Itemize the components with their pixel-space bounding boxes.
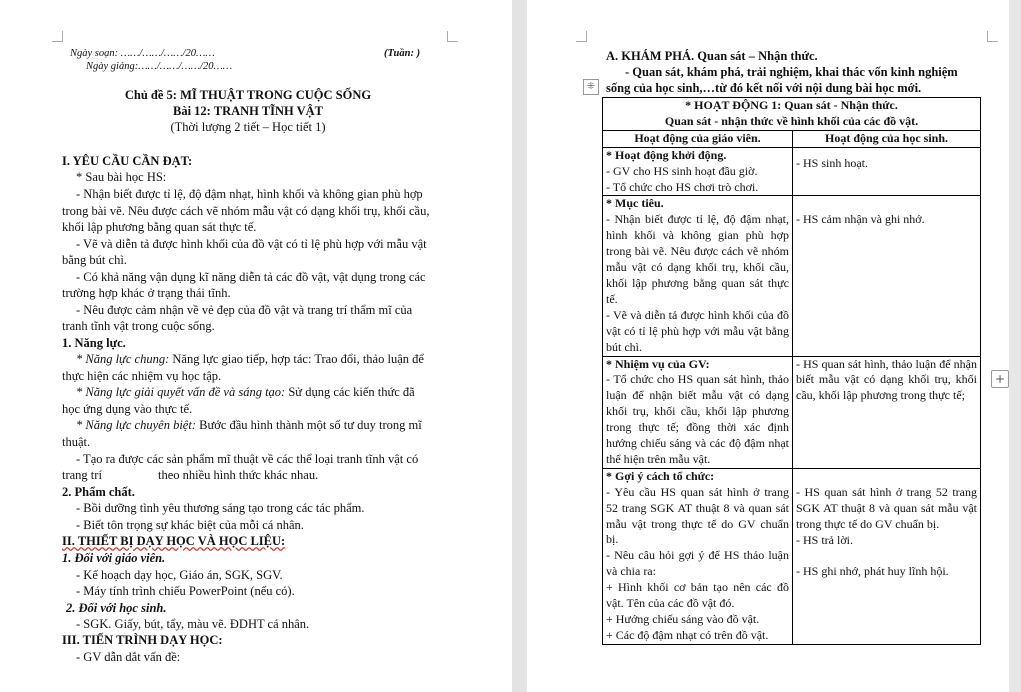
table-cell [793, 196, 981, 356]
cell-text: - HS ghi nhớ, phát huy lĩnh hội. [796, 564, 949, 579]
cell-text: - Tổ chức cho HS chơi trò chơi. [606, 179, 759, 194]
paragraph: theo nhiều hình thức khác nhau. [158, 468, 319, 482]
text: Sử dụng các kiến thức đã [285, 385, 415, 399]
title-duration: (Thời lượng 2 tiết – Học tiết 1) [170, 120, 326, 134]
paragraph: - Vẽ và diễn tả được hình khối của đồ vật có tỉ lệ phù hợp với mẫu vật [76, 237, 427, 251]
paragraph: học ứng dụng vào thực tế. [62, 402, 193, 416]
label: * Năng lực giải quyết vấn đề và sáng tạo: [76, 385, 286, 399]
cell-heading: * Gợi ý cách tổ chức: [606, 468, 715, 483]
document-page-right [527, 0, 1009, 692]
crop-mark [987, 31, 998, 42]
paragraph: bằng bút chì. [62, 253, 127, 267]
paragraph [76, 417, 422, 433]
cell-text: - HS sinh hoạt. [796, 155, 868, 170]
paragraph: - Có khả năng vận dụng kĩ năng diễn tả các đồ vật, vật dụng trong các [76, 270, 426, 284]
table-title [603, 98, 981, 131]
label: * Năng lực chung: [76, 352, 170, 366]
label: * Năng lực chuyên biệt: [76, 418, 196, 432]
cell-text: - Tổ chức cho HS quan sát hình, thảo luận để nhận biết mẫu vật có dạng khối trụ, khối cầu, khối lập phương trong thực tế; đồng thời xác định hướng chiếu sáng và các độ đậm nhạt thể hiện trên mẫu vật. [606, 372, 789, 466]
table-title-1: * HOẠT ĐỘNG 1: Quan sát - Nhận thức. [685, 98, 898, 112]
paragraph: trường hợp khác ở trạng thái tĩnh. [62, 286, 231, 300]
cell-heading: * Hoạt động khởi động. [606, 147, 727, 162]
paragraph: * Sau bài học HS: [76, 170, 167, 184]
table-header-row [603, 130, 981, 147]
table-row [603, 147, 981, 196]
cell-text: - HS quan sát hình ở trang 52 trang SGK AT thuật 8 và quan sát mẫu vật trong thực tế do GV chuẩn bị. [796, 484, 977, 531]
paragraph: - Nêu được cảm nhận về vẻ đẹp của đồ vật và trang trí thẩm mĩ của [76, 303, 413, 317]
table-title-2: Quan sát - nhận thức về hình khối của các đồ vật. [664, 113, 919, 128]
cell-text: - Nêu câu hỏi gợi ý để HS thảo luận và chia ra: [606, 548, 789, 579]
paragraph: trong bài vẽ. Nêu được cách vẽ nhóm mẫu vật có dạng khối trụ, khối cầu, [62, 204, 430, 218]
paragraph: khối lập phương bằng quan sát thực tế. [62, 220, 257, 234]
section-3-heading: III. TIẾN TRÌNH DẠY HỌC: [62, 633, 223, 647]
paragraph [76, 384, 415, 400]
column-header-teacher: Hoạt động của giáo viên. [603, 130, 793, 147]
crop-mark [576, 31, 587, 42]
cell-text: - Yêu cầu HS quan sát hình ở trang 52 trang SGK AT thuật 8 và quan sát mẫu vật trong thực tế do GV chuẩn bị. [606, 484, 789, 547]
subsection-heading: 2. Đối với học sinh. [66, 601, 167, 615]
section-2-heading: II. THIẾT BỊ DẠY HỌC VÀ HỌC LIỆU: [62, 534, 286, 548]
text: Năng lực giao tiếp, hợp tác: Trao đổi, thảo luận để [169, 352, 424, 366]
cell-text: + Các độ đậm nhạt có trên đồ vật. [606, 627, 769, 642]
header-date-prepare: Ngày soạn: ……/……/……/20…… [70, 48, 215, 59]
activity-table [602, 97, 981, 645]
cell-text: - HS quan sát hình, thảo luận để nhận biết mẫu vật có dạng khối trụ, khối cầu, khối lập phương trong thực tế; [796, 356, 977, 403]
cell-text: + Hướng chiếu sáng vào đồ vật. [606, 612, 760, 626]
paragraph [76, 351, 424, 367]
cell-text: - HS trả lời. [796, 532, 854, 547]
paragraph: - Biết tôn trọng sự khác biệt của mỗi cá nhân. [76, 518, 304, 532]
page-gap [512, 0, 527, 692]
cell-text: + Hình khối cơ bản tạo nên các đồ vật. Tên của các đồ vật đó. [606, 580, 789, 611]
header-week: (Tuần: ) [384, 48, 421, 59]
paragraph: - Kế hoạch dạy học, Giáo án, SGK, SGV. [76, 568, 283, 582]
table-row [603, 356, 981, 468]
table-row [603, 468, 981, 644]
header-date-teach: Ngày giảng:……/……/……/20…… [86, 61, 233, 72]
crop-mark [447, 31, 458, 42]
paragraph: - GV dẫn dắt vấn đề: [76, 650, 181, 664]
cell-text: - GV cho HS sinh hoạt đầu giờ. [606, 163, 758, 178]
section-a-heading: A. KHÁM PHÁ. Quan sát – Nhận thức. [606, 49, 818, 63]
cell-heading: * Nhiệm vụ của GV: [606, 356, 710, 371]
title-lesson: Bài 12: TRANH TĨNH VẬT [172, 104, 324, 118]
crop-mark [52, 31, 63, 42]
add-table-row-button[interactable]: + [991, 370, 1009, 388]
table-cell [793, 356, 981, 468]
paragraph: - Nhận biết được tỉ lệ, độ đậm nhạt, hình khối và không gian phù hợp [76, 187, 423, 201]
table-cell [603, 147, 793, 196]
table-cell [603, 468, 793, 644]
subsection-heading: 1. Năng lực. [62, 336, 126, 350]
paragraph: - Quan sát, khám phá, trải nghiệm, khai thác vốn kinh nghiệm [625, 65, 958, 79]
paragraph: thực hiện các nhiệm vụ học tập. [62, 369, 222, 383]
table-row [603, 196, 981, 356]
cell-text: - Nhận biết được tỉ lệ, độ đậm nhạt, hình khối và không gian phù hợp trong bài vẽ. Nêu được cách vẽ nhóm mẫu vật có dạng khối trụ, khối cầu, khối lập phương bằng quan sát thực tế. [606, 212, 789, 306]
cell-text: - Vẽ và diễn tả được hình khối của đồ vật có tỉ lệ phù hợp với mẫu vật bằng bút chì. [606, 307, 789, 354]
text: Bước đầu hình thành một số tư duy trong mĩ [195, 418, 422, 432]
paragraph: - Tạo ra được các sản phẩm mĩ thuật về các thể loại tranh tĩnh vật có [76, 452, 419, 466]
paragraph: - Máy tính trình chiếu PowerPoint (nếu có). [76, 584, 295, 598]
subsection-heading: 2. Phẩm chất. [62, 485, 135, 499]
paragraph: - SGK. Giấy, bút, tẩy, màu vẽ. ĐDHT cá nhân. [76, 617, 310, 631]
section-1-heading: I. YÊU CẦU CẦN ĐẠT: [62, 154, 193, 168]
table-cell [603, 356, 793, 468]
paragraph: sống của học sinh,…từ đó kết nối với nội dung bài học mới. [606, 81, 922, 95]
column-header-student: Hoạt động của học sinh. [793, 130, 981, 147]
table-cell [793, 147, 981, 196]
table-cell [793, 468, 981, 644]
paragraph: trang trí [62, 468, 102, 482]
cell-text: - HS cảm nhận và ghi nhớ. [796, 212, 925, 227]
subsection-heading: 1. Đối với giáo viên. [62, 551, 166, 565]
title-topic: Chủ đề 5: MĨ THUẬT TRONG CUỘC SỐNG [124, 88, 372, 102]
table-title-row [603, 98, 981, 131]
table-cell [603, 196, 793, 356]
paragraph: thuật. [62, 435, 91, 449]
table-move-handle[interactable]: ⁜ [583, 79, 599, 95]
paragraph: tranh tĩnh vật trong cuộc sống. [62, 319, 215, 333]
paragraph: - Bồi dưỡng tình yêu thương sáng tạo trong các tác phẩm. [76, 501, 365, 515]
cell-heading: * Mục tiêu. [606, 196, 664, 211]
